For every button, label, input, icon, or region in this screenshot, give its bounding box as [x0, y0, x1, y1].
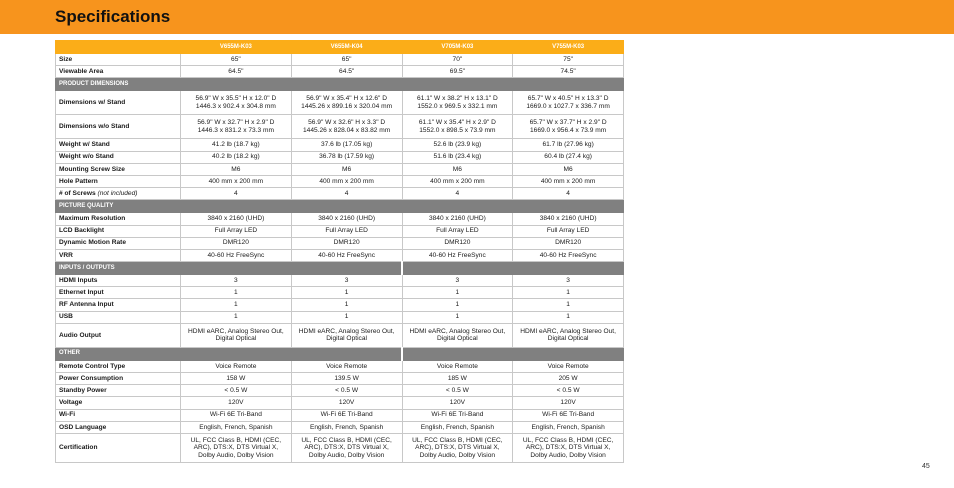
spec-value — [402, 433, 513, 462]
spec-value: Voice Remote — [513, 360, 624, 372]
spec-value: 65" — [181, 54, 292, 66]
spec-label — [56, 360, 181, 372]
model-column-header: V755M-K03 — [513, 41, 624, 54]
spec-value — [402, 323, 513, 347]
table-row — [56, 409, 624, 421]
spec-value: 120V — [181, 397, 292, 409]
spec-value-line: Dolby Audio, Dolby Vision — [198, 451, 274, 459]
spec-value — [181, 91, 292, 115]
spec-label — [56, 115, 181, 139]
spec-label-text: HDMI Inputs — [59, 276, 98, 284]
spec-value: 1 — [402, 287, 513, 299]
table-row — [56, 397, 624, 409]
spec-label — [56, 91, 181, 115]
spec-value-line: 56.9" W x 35.5" H x 12.0" D — [195, 95, 277, 103]
spec-value: 158 W — [181, 373, 292, 385]
table-row — [56, 237, 624, 249]
table-row — [56, 91, 624, 115]
spec-value — [291, 433, 402, 462]
spec-value: 64.5" — [181, 66, 292, 78]
page-title: Specifications — [55, 7, 171, 26]
spec-value: < 0.5 W — [402, 385, 513, 397]
spec-value-line: ARC), DTS:X, DTS Virtual X, — [304, 444, 389, 452]
spec-value-line: HDMI eARC, Analog Stereo Out, — [298, 327, 395, 335]
spec-value: 400 mm x 200 mm — [181, 175, 292, 187]
spec-value: English, French, Spanish — [181, 421, 292, 433]
table-row — [56, 249, 624, 261]
spec-value: Voice Remote — [291, 360, 402, 372]
table-row — [56, 163, 624, 175]
spec-value-line: Digital Optical — [437, 335, 478, 343]
spec-value: 70" — [402, 54, 513, 66]
spec-value: 4 — [402, 188, 513, 200]
spec-label-text: # of Screws — [59, 189, 96, 197]
spec-value: 52.6 lb (23.9 kg) — [402, 139, 513, 151]
table-row — [56, 323, 624, 347]
section-title: OTHER — [56, 347, 403, 360]
section-title: INPUTS / OUTPUTS — [56, 262, 403, 275]
spec-value: M6 — [402, 163, 513, 175]
spec-value-line: 1669.0 x 956.4 x 73.9 mm — [530, 126, 607, 134]
table-row — [56, 385, 624, 397]
spec-value-line: Digital Optical — [547, 335, 589, 343]
table-row — [56, 421, 624, 433]
spec-label-text: Dimensions w/ Stand — [59, 99, 126, 107]
spec-label — [56, 139, 181, 151]
table-row — [56, 66, 624, 78]
spec-label — [56, 151, 181, 163]
table-row — [56, 225, 624, 237]
spec-label — [56, 275, 181, 287]
section-filler — [402, 262, 624, 275]
spec-value: 3840 x 2160 (UHD) — [513, 213, 624, 225]
spec-value: 3 — [181, 275, 292, 287]
spec-value — [181, 433, 292, 462]
spec-value: 1 — [181, 311, 292, 323]
spec-value: 1 — [513, 287, 624, 299]
spec-value: 1 — [181, 299, 292, 311]
table-row — [56, 373, 624, 385]
spec-value-line: Dolby Audio, Dolby Vision — [530, 451, 606, 459]
spec-label-text: Mounting Screw Size — [59, 165, 125, 173]
spec-label-text: RF Antenna Input — [59, 301, 114, 309]
spec-label — [56, 373, 181, 385]
spec-value-line: 1445.26 x 828.04 x 83.82 mm — [303, 126, 391, 134]
spec-value: 37.6 lb (17.05 kg) — [291, 139, 402, 151]
spec-value: DMR120 — [513, 237, 624, 249]
section-header-row — [56, 200, 624, 213]
spec-value: 51.6 lb (23.4 kg) — [402, 151, 513, 163]
spec-label — [56, 225, 181, 237]
spec-value — [291, 323, 402, 347]
spec-value — [513, 91, 624, 115]
spec-value: 69.5" — [402, 66, 513, 78]
spec-value: 1 — [291, 299, 402, 311]
spec-label-text: Voltage — [59, 399, 83, 407]
spec-value — [513, 433, 624, 462]
spec-label-text: Maximum Resolution — [59, 215, 126, 223]
spec-label-note: (not included) — [97, 189, 138, 197]
spec-value: 3 — [291, 275, 402, 287]
spec-value: 61.7 lb (27.96 kg) — [513, 139, 624, 151]
spec-value: 120V — [291, 397, 402, 409]
spec-value-line: Dolby Audio, Dolby Vision — [308, 451, 385, 459]
spec-value: 60.4 lb (27.4 kg) — [513, 151, 624, 163]
spec-value: 4 — [291, 188, 402, 200]
spec-value — [513, 115, 624, 139]
spec-value: English, French, Spanish — [291, 421, 402, 433]
table-row — [56, 54, 624, 66]
spec-value-line: ARC), DTS:X, DTS Virtual X, — [415, 444, 500, 452]
spec-value: 3840 x 2160 (UHD) — [402, 213, 513, 225]
spec-value-line: UL, FCC Class B, HDMI (CEC, — [190, 436, 282, 444]
spec-value — [402, 115, 513, 139]
spec-label-text: Ethernet Input — [59, 289, 104, 297]
spec-value-line: HDMI eARC, Analog Stereo Out, — [188, 327, 284, 335]
spec-label — [56, 409, 181, 421]
spec-label — [56, 323, 181, 347]
spec-value: Voice Remote — [181, 360, 292, 372]
table-row — [56, 213, 624, 225]
spec-label-text: LCD Backlight — [59, 227, 105, 235]
spec-label-text: Dynamic Motion Rate — [59, 239, 127, 247]
spec-label-text: Viewable Area — [59, 67, 104, 75]
spec-value: Wi-Fi 6E Tri-Band — [181, 409, 292, 421]
spec-value: DMR120 — [181, 237, 292, 249]
spec-label — [56, 385, 181, 397]
spec-label-text: OSD Language — [59, 423, 107, 431]
spec-value: Full Array LED — [291, 225, 402, 237]
spec-value-line: HDMI eARC, Analog Stereo Out, — [520, 327, 616, 335]
spec-value — [181, 115, 292, 139]
section-header-row — [56, 262, 624, 275]
spec-value: 185 W — [402, 373, 513, 385]
spec-label-text: Weight w/ Stand — [59, 141, 110, 149]
spec-value: 3 — [402, 275, 513, 287]
spec-value: 40-60 Hz FreeSync — [181, 249, 292, 261]
spec-value — [402, 91, 513, 115]
section-title: PICTURE QUALITY — [56, 200, 624, 213]
spec-value: M6 — [181, 163, 292, 175]
model-column-header: V655M-K03 — [181, 41, 292, 54]
spec-label-text: Audio Output — [59, 331, 102, 339]
specifications-table — [55, 40, 624, 463]
spec-value-line: ARC), DTS:X, DTS Virtual X, — [193, 444, 279, 452]
spec-value: 1 — [402, 311, 513, 323]
spec-value-line: 56.9" W x 35.4" H x 12.6" D — [306, 95, 387, 103]
model-column-header: V655M-K04 — [291, 41, 402, 54]
spec-value: 75" — [513, 54, 624, 66]
spec-value-line: 1552.0 x 898.5 x 73.9 mm — [419, 126, 496, 134]
spec-value: 40-60 Hz FreeSync — [291, 249, 402, 261]
table-row — [56, 311, 624, 323]
spec-label — [56, 299, 181, 311]
spec-value: Full Array LED — [181, 225, 292, 237]
section-title: PRODUCT DIMENSIONS — [56, 78, 624, 91]
spec-value-line: 65.7" W x 37.7" H x 2.9" D — [529, 119, 607, 127]
spec-value: 400 mm x 200 mm — [291, 175, 402, 187]
spec-value: 40.2 lb (18.2 kg) — [181, 151, 292, 163]
spec-label-text: Size — [59, 55, 73, 63]
table-row — [56, 175, 624, 187]
spec-label — [56, 54, 181, 66]
table-row — [56, 360, 624, 372]
spec-value: 65" — [291, 54, 402, 66]
section-header-row — [56, 78, 624, 91]
spec-label — [56, 163, 181, 175]
spec-value-line: Digital Optical — [215, 335, 257, 343]
spec-value-line: Digital Optical — [326, 335, 367, 343]
section-header-row — [56, 347, 624, 360]
spec-value-line: Dolby Audio, Dolby Vision — [419, 451, 496, 459]
spec-value: Wi-Fi 6E Tri-Band — [513, 409, 624, 421]
spec-value-line: 1552.0 x 969.5 x 332.1 mm — [417, 102, 498, 110]
spec-value-line: ARC), DTS:X, DTS Virtual X, — [525, 444, 611, 452]
spec-value: 120V — [513, 397, 624, 409]
spec-label — [56, 237, 181, 249]
spec-value — [513, 323, 624, 347]
table-row — [56, 139, 624, 151]
table-row — [56, 299, 624, 311]
spec-value-line: 1669.0 x 1027.7 x 336.7 mm — [526, 102, 610, 110]
model-header-row — [56, 41, 624, 54]
spec-label — [56, 213, 181, 225]
spec-value: Voice Remote — [402, 360, 513, 372]
spec-label-text: Hole Pattern — [59, 177, 98, 185]
spec-value: 1 — [181, 287, 292, 299]
spec-value-line: UL, FCC Class B, HDMI (CEC, — [522, 436, 614, 444]
spec-value: < 0.5 W — [181, 385, 292, 397]
table-row — [56, 151, 624, 163]
spec-value: 3840 x 2160 (UHD) — [291, 213, 402, 225]
spec-value: 74.5" — [513, 66, 624, 78]
spec-label-text: VRR — [59, 251, 73, 259]
spec-label — [56, 397, 181, 409]
header-blank-cell — [56, 41, 181, 54]
spec-label-text: Weight w/o Stand — [59, 153, 114, 161]
table-row — [56, 287, 624, 299]
spec-value: M6 — [513, 163, 624, 175]
spec-label-text: Power Consumption — [59, 374, 124, 382]
spec-value: 400 mm x 200 mm — [513, 175, 624, 187]
spec-value-line: UL, FCC Class B, HDMI (CEC, — [412, 436, 503, 444]
model-column-header: V705M-K03 — [402, 41, 513, 54]
spec-value: 3 — [513, 275, 624, 287]
spec-value: 1 — [291, 287, 402, 299]
spec-value: Wi-Fi 6E Tri-Band — [291, 409, 402, 421]
page-header — [0, 0, 954, 34]
spec-value: 36.78 lb (17.59 kg) — [291, 151, 402, 163]
spec-label — [56, 188, 181, 200]
spec-value: 139.5 W — [291, 373, 402, 385]
spec-value: 40-60 Hz FreeSync — [402, 249, 513, 261]
spec-label — [56, 66, 181, 78]
spec-label — [56, 433, 181, 462]
spec-value: 400 mm x 200 mm — [402, 175, 513, 187]
spec-label — [56, 175, 181, 187]
spec-value — [181, 323, 292, 347]
spec-value: 1 — [513, 299, 624, 311]
table-row — [56, 275, 624, 287]
spec-value: 41.2 lb (18.7 kg) — [181, 139, 292, 151]
spec-value: 40-60 Hz FreeSync — [513, 249, 624, 261]
spec-label — [56, 311, 181, 323]
spec-value: 205 W — [513, 373, 624, 385]
spec-value: English, French, Spanish — [513, 421, 624, 433]
spec-value: DMR120 — [291, 237, 402, 249]
spec-label-text: Remote Control Type — [59, 362, 126, 370]
spec-label-text: Certification — [59, 444, 98, 452]
spec-value-line: UL, FCC Class B, HDMI (CEC, — [301, 436, 392, 444]
spec-value: 1 — [513, 311, 624, 323]
page-number: 45 — [922, 463, 930, 470]
spec-value-line: HDMI eARC, Analog Stereo Out, — [409, 327, 506, 335]
table-row — [56, 433, 624, 462]
spec-body — [56, 54, 624, 463]
spec-value: Wi-Fi 6E Tri-Band — [402, 409, 513, 421]
spec-value-line: 65.7" W x 40.5" H x 13.3" D — [527, 95, 609, 103]
spec-value-line: 1445.26 x 899.16 x 320.04 mm — [301, 102, 393, 110]
spec-value: 4 — [513, 188, 624, 200]
section-filler — [402, 347, 624, 360]
spec-label — [56, 421, 181, 433]
spec-value: 3840 x 2160 (UHD) — [181, 213, 292, 225]
spec-value: 4 — [181, 188, 292, 200]
spec-value-line: 61.1" W x 38.2" H x 13.1" D — [417, 95, 498, 103]
spec-value: 1 — [291, 311, 402, 323]
spec-value: M6 — [291, 163, 402, 175]
spec-value-line: 56.9" W x 32.7" H x 2.9" D — [197, 119, 275, 127]
spec-label — [56, 287, 181, 299]
spec-value: < 0.5 W — [291, 385, 402, 397]
spec-label — [56, 249, 181, 261]
spec-value: Full Array LED — [402, 225, 513, 237]
spec-value — [291, 91, 402, 115]
spec-value-line: 1446.3 x 831.2 x 73.3 mm — [197, 126, 274, 134]
spec-value — [291, 115, 402, 139]
spec-label-text: USB — [59, 313, 73, 321]
spec-value: English, French, Spanish — [402, 421, 513, 433]
spec-value: DMR120 — [402, 237, 513, 249]
table-row — [56, 188, 624, 200]
spec-value: 120V — [402, 397, 513, 409]
spec-value: 1 — [402, 299, 513, 311]
spec-label-text: Wi-Fi — [59, 411, 76, 419]
spec-label-text: Dimensions w/o Stand — [59, 123, 130, 131]
table-row — [56, 115, 624, 139]
spec-value-line: 1446.3 x 902.4 x 304.8 mm — [195, 102, 276, 110]
spec-value: Full Array LED — [513, 225, 624, 237]
spec-value: 64.5" — [291, 66, 402, 78]
spec-value-line: 56.9" W x 32.6" H x 3.3" D — [308, 119, 386, 127]
spec-value-line: 61.1" W x 35.4" H x 2.9" D — [418, 119, 496, 127]
spec-label-text: Standby Power — [59, 386, 107, 394]
spec-value: < 0.5 W — [513, 385, 624, 397]
